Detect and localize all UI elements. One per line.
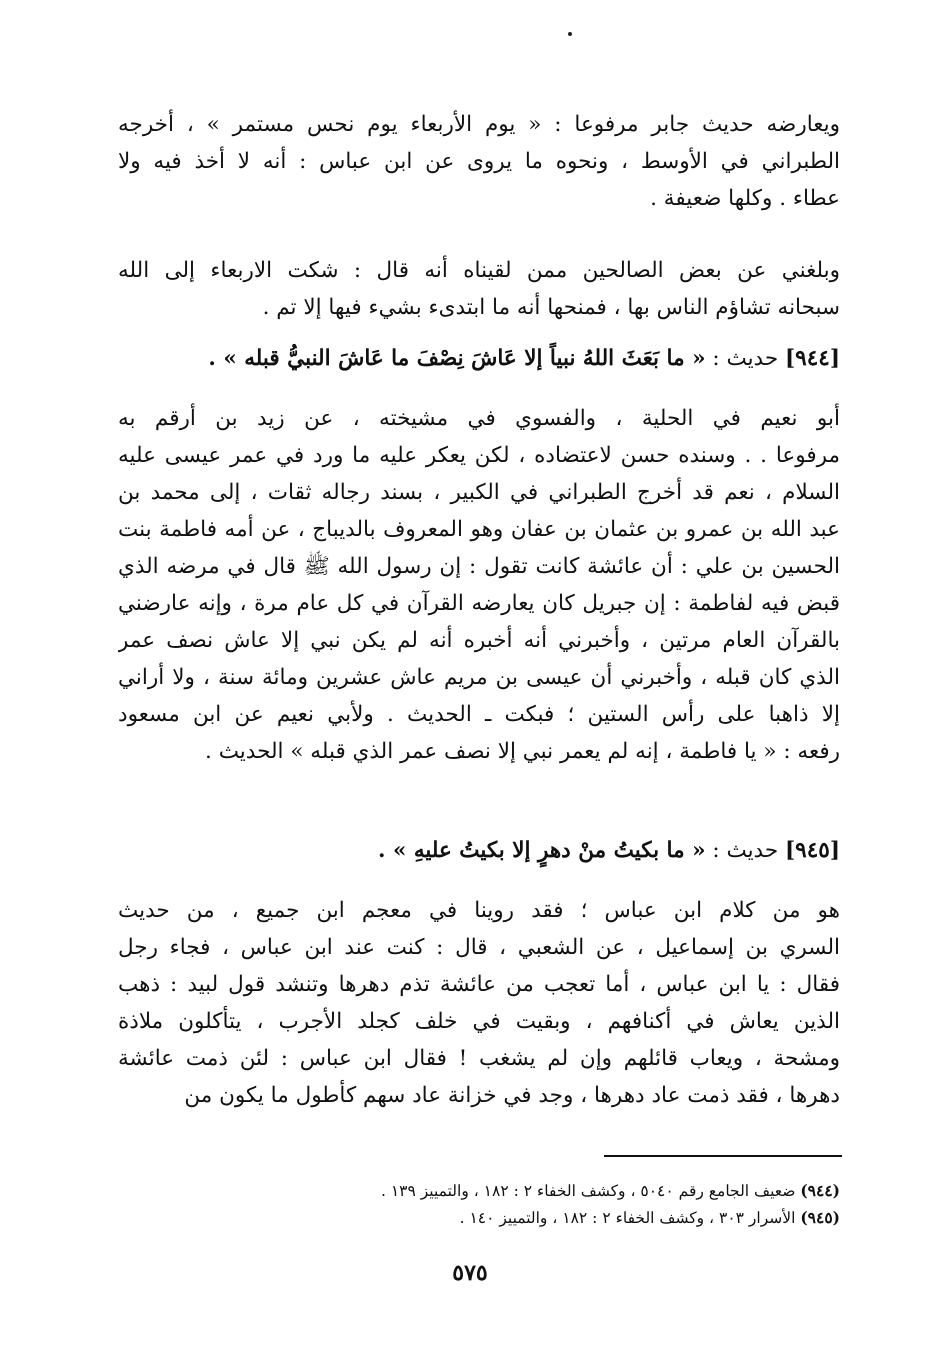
text-line: الطبراني في الأوسط ، ونحوه ما يروى عن ابن عباس : أنه لا أخذ فيه ولا [118,149,840,174]
text-line: سبحانه تشاؤم الناس بها ، فمنحها أنه ما ابتدىء بشيء فيها إلا تم . [262,295,840,320]
text-line: مرفوعا . . وسنده حسن لاعتضاده ، لكن يعكر عليه ما ورد في عمر عيسى عليه [118,443,840,468]
paragraph-4 [118,892,840,1114]
text-line: إلا ذاهبا على رأس الستين ؛ فبكت ـ الحديث . ولأبي نعيم عن ابن مسعود [118,702,840,727]
text-line: السري بن إسماعيل ، عن الشعبي ، قال : كنت عند ابن عباس ، فجاء رجل [118,935,840,960]
text-line: ويعارضه حديث جابر مرفوعا : « يوم الأربعاء يوم نحس مستمر » ، أخرجه [118,112,840,137]
paragraph-2 [118,252,840,326]
hadith-label: حديث : [712,346,779,371]
hadith-number: [٩٤٤] [784,346,840,371]
text-line: الذين يعاش في أكنافهم ، وبقيت في خلف كجلد الأجرب ، يتأكلون ملاذة [118,1009,840,1034]
hadith-label: حديث : [712,838,779,863]
text-line: الذي كان قبله ، وأخبرني أن عيسى بن مريم عاش عشرين ومائة سنة ، ولا أراني [118,665,840,690]
paragraph-1 [118,106,840,217]
hadith-text: « ما بَعَثَ اللهُ نبياً إلا عَاشَ نِصْفَ ما عَاشَ النبيُّ قبله » . [208,346,706,371]
footnote-number: (٩٤٤) [800,1181,840,1200]
footnote-text: ضعيف الجامع رقم ٥٠٤٠ ، وكشف الخفاء ٢ : ١٨٢ ، والتمييز ١٣٩ . [380,1182,796,1200]
hadith-heading-945 [118,838,840,863]
text-line: السلام ، نعم قد أخرج الطبراني في الكبير ، بسند رجاله ثقات ، إلى محمد بن [118,480,840,505]
footnote-945 [300,1208,840,1227]
text-line: الحسين بن علي : أن عائشة كانت تقول : إن رسول الله ﷺ قال في مرضه الذي [118,554,840,579]
top-dot-mark [568,32,572,36]
text-line: عبد الله بن عمرو بن عثمان بن عفان وهو المعروف بالديباج ، عن أمه فاطمة بنت [118,517,840,542]
text-line: هو من كلام ابن عباس ؛ فقد روينا في معجم ابن جميع ، من حديث [118,898,840,923]
text-line: بالقرآن العام مرتين ، وأخبرني أنه أخبره أنه لم يكن نبي إلا عاش نصف عمر [118,628,840,653]
footnote-separator [604,1155,842,1157]
text-line: فقال : يا ابن عباس ، أما تعجب من عائشة تذم دهرها وتنشد قول لبيد : ذهب [118,972,840,997]
text-line: دهرها ، فقد ذمت عاد دهرها ، وجد في خزانة عاد سهم كأطول ما يكون من [184,1083,840,1108]
page-number: ٥٧٥ [452,1260,488,1286]
footnote-944 [300,1181,840,1200]
hadith-number: [٩٤٥] [784,838,840,863]
hadith-heading-944 [118,346,840,371]
text-line: وبلغني عن بعض الصالحين ممن لقيناه أنه قال : شكت الاربعاء إلى الله [118,258,840,283]
text-line: ومشحة ، ويعاب قائلهم وإن لم يشغب ! فقال ابن عباس : لئن ذمت عائشة [118,1046,840,1071]
text-line: قبض فيه لفاطمة : إن جبريل كان يعارضه القرآن في كل عام مرة ، وإنه عارضني [118,591,840,616]
text-line: عطاء . وكلها ضعيفة . [650,186,840,211]
paragraph-3 [118,400,840,770]
footnote-number: (٩٤٥) [800,1208,840,1227]
text-line: أبو نعيم في الحلية ، والفسوي في مشيخته ، عن زيد بن أرقم به [118,406,840,431]
hadith-text: « ما بكيتُ منْ دهرٍ إلا بكيتُ عليهِ » . [377,838,706,863]
text-line: رفعه : « يا فاطمة ، إنه لم يعمر نبي إلا نصف عمر الذي قبله » الحديث . [205,739,840,764]
footnote-text: الأسرار ٣٠٣ ، وكشف الخفاء ٢ : ١٨٢ ، والتمييز ١٤٠ . [459,1209,796,1227]
